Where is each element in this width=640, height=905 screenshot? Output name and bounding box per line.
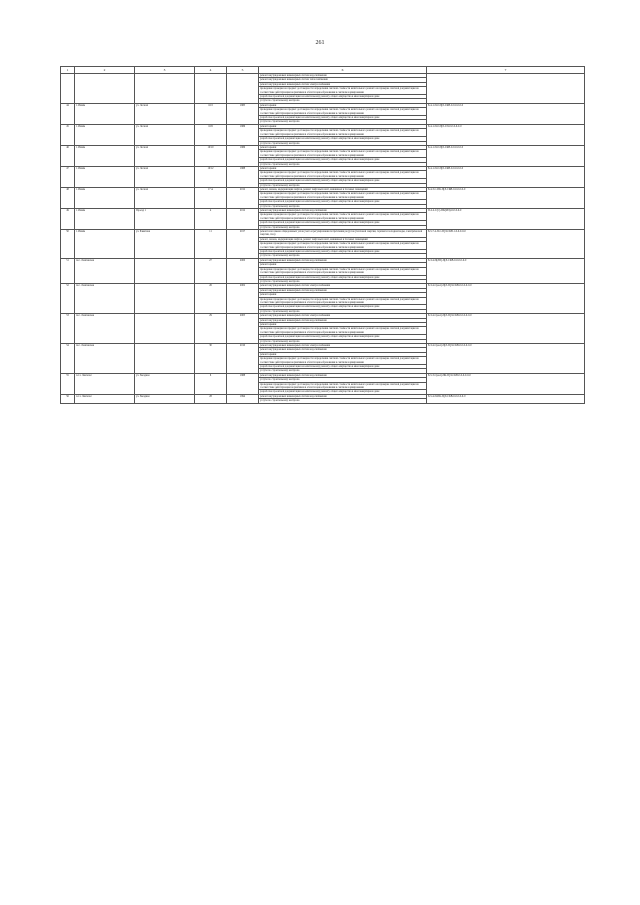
cell-work-type: разработка проектной документации на капитальному ремонту общего имущества в многоквартирном доме: [259, 95, 427, 99]
cell-place: г. Ишим: [75, 145, 135, 166]
cell-year: 1985: [227, 103, 259, 124]
cell-num: 51: [61, 258, 75, 283]
cell-work-type: услуги по строительному контролю: [259, 99, 427, 103]
cell-code: Б-3-4-П(ЛП)-П[Л-СКВ-0-0-0-0-0-0: [427, 258, 585, 283]
cell-year: 2002: [227, 284, 259, 314]
cell-house: 10/6: [195, 124, 227, 145]
cell-work-type: разработка проектной документации на капитальному ремонту общего имущества в многоквартирном доме: [259, 335, 427, 339]
cell-work-type: разработка проектной документации на капитальному ремонту общего имущества в многоквартирном доме: [259, 116, 427, 120]
cell-place: пос. Ловгинская: [75, 314, 135, 344]
cell-work-type: проведение проверки на предмет достоверности определения сметной стоимости капитального ремонта на проверке сметной документации на соответствие действующим нормативам в области ценообразования в сметном нормировании: [259, 382, 427, 390]
cell-work-type: услуги по строительному контролю: [259, 369, 427, 373]
cell-work-type: проведение проверки на предмет достоверности определения сметной стоимости капитального ремонта на проверке сметной документации на соответствие действующим нормативам в области ценообразования в сметном нормировании: [259, 87, 427, 95]
cell-street: [135, 344, 195, 374]
cell-code: Б-3-4-С(кол)-П[Л-П[Л-СКВ-0-0-0-0-0-0: [427, 344, 585, 374]
cell-house: 17 А: [195, 187, 227, 208]
cell-num: [61, 74, 75, 104]
cell-code: П-2-2-С(С)-ПК(МЛ)-0-0-0-0-0: [427, 209, 585, 230]
cell-work-type: ремонт внутридомовых инженерных систем водоснабжения: [259, 373, 427, 377]
cell-year: [227, 74, 259, 104]
table-row: [61, 394, 585, 398]
cell-house: 10/10: [195, 145, 227, 166]
cell-street: ул. Лесной: [135, 145, 195, 166]
cell-work-type: услуги по строительному контролю: [259, 254, 427, 258]
cell-year: 2005: [227, 314, 259, 344]
cell-work-type: разработка проектной документации на капитальному ремонту общего имущества в многоквартирном доме: [259, 179, 427, 183]
cell-num: 46: [61, 145, 75, 166]
cell-house: 6: [195, 373, 227, 394]
cell-place: пос. Ловгинская: [75, 344, 135, 374]
cell-num: 49: [61, 209, 75, 230]
table-row: [61, 258, 585, 262]
table-row: [61, 284, 585, 288]
cell-place: г. Ишим: [75, 230, 135, 259]
cell-num: 52: [61, 284, 75, 314]
cell-work-type: ремонт внутридомовых инженерных систем электроснабжения: [259, 82, 427, 86]
cell-work-type: ремонт, замена, модернизация лифтов, ремонт лифтовых шахт, машинных и блочных помещений: [259, 187, 427, 191]
column-header: 3: [135, 67, 195, 74]
cell-work-type: ремонт внутридомовых инженерных систем теплоснабжения: [259, 78, 427, 82]
cell-year: 2017: [227, 230, 259, 259]
cell-work-type: ремонт крыши: [259, 322, 427, 326]
cell-street: [135, 314, 195, 344]
cell-work-type: услуги по строительному контролю: [259, 309, 427, 313]
cell-num: 55: [61, 373, 75, 394]
cell-work-type: проведение проверки на предмет достоверности определения сметной стоимости капитального ремонта на проверке сметной документации на соответствие действующим нормативам в области ценообразования в сметном нормировании: [259, 242, 427, 250]
cell-year: 1986: [227, 124, 259, 145]
cell-year: 2000: [227, 258, 259, 283]
cell-work-type: разработка проектной документации на капитальному ремонту общего имущества в многоквартирном доме: [259, 137, 427, 141]
cell-year: 2012: [227, 187, 259, 208]
cell-work-type: проведение проверки на предмет достоверности определения сметной стоимости капитального ремонта на проверке сметной документации на соответствие действующим нормативам в области ценообразования в сметном нормировании: [259, 129, 427, 137]
cell-num: 53: [61, 314, 75, 344]
cell-work-type: услуги по строительному контролю: [259, 141, 427, 145]
cell-work-type: ремонт, замена, модернизация лифтов, ремонт лифтовых шахт, машинных и блочных помещений: [259, 237, 427, 241]
table-row: [61, 314, 585, 318]
cell-num: 44: [61, 103, 75, 124]
table-row: [61, 230, 585, 238]
header-row: [61, 67, 585, 74]
cell-work-type: ремонт внутридомовых инженерных систем электроснабжения: [259, 284, 427, 288]
cell-street: ул. Ракитная: [135, 230, 195, 259]
cell-year: 1988: [227, 166, 259, 187]
cell-work-type: ремонт или замена общедомовых узлов учета и регулирования потребления ресурсов (тепловой энергии, горячей и холодной воды, электрической энергии, газа): [259, 230, 427, 238]
column-header: 1: [61, 67, 75, 74]
cell-work-type: ремонт внутридомовых инженерных систем водоснабжения: [259, 288, 427, 292]
cell-house: 27: [195, 258, 227, 283]
cell-num: 54: [61, 344, 75, 374]
cell-work-type: разработка проектной документации на капитальному ремонту общего имущества в многоквартирном доме: [259, 221, 427, 225]
cell-street: ул. Лесной: [135, 124, 195, 145]
cell-house: [195, 74, 227, 104]
cell-place: п.г.т. Лангепас: [75, 394, 135, 403]
page-number: 261: [315, 40, 325, 46]
cell-place: п.г.т. Лангепас: [75, 373, 135, 394]
column-header: 2: [75, 67, 135, 74]
cell-work-type: ремонт внутридомовых инженерных систем водоснабжения: [259, 394, 427, 398]
cell-code: Б-5-4-П-ПК-П[Л-СКВ-0-0-0-0-0-0: [427, 394, 585, 403]
cell-work-type: услуги по строительному контролю: [259, 378, 427, 382]
cell-code: Б-4-3-С-ПК-П[Л-СКВ-0-0-0-0-0-0: [427, 187, 585, 208]
column-header: 7: [427, 67, 585, 74]
column-header: 4: [195, 67, 227, 74]
cell-work-type: разработка проектной документации на капитальному ремонту общего имущества в многоквартирном доме: [259, 365, 427, 369]
cell-year: 2012: [227, 209, 259, 230]
cell-work-type: проведение проверки на предмет достоверности определения сметной стоимости капитального ремонта на проверке сметной документации на соответствие действующим нормативам в области ценообразования в сметном нормировании: [259, 213, 427, 221]
cell-house: 29: [195, 314, 227, 344]
cell-work-type: проведение проверки на предмет достоверности определения сметной стоимости капитального ремонта на проверке сметной документации на соответствие действующим нормативам в области ценообразования в сметном нормировании: [259, 171, 427, 179]
cell-code: Б-5-3-С(кол)-ПК-П[Л-СКВ-0-0-0-0-0-0: [427, 373, 585, 394]
cell-work-type: ремонт крыши: [259, 145, 427, 149]
cell-work-type: ремонт крыши: [259, 124, 427, 128]
cell-work-type: ремонт крыши: [259, 263, 427, 267]
cell-work-type: разработка проектной документации на капитальному ремонту общего имущества в многоквартирном доме: [259, 250, 427, 254]
cell-place: пос. Ловгинская: [75, 258, 135, 283]
cell-work-type: услуги по строительному контролю: [259, 399, 427, 403]
cell-work-type: разработка проектной документации на капитальному ремонту общего имущества в многоквартирном доме: [259, 305, 427, 309]
cell-work-type: услуги по строительному контролю: [259, 162, 427, 166]
cell-work-type: ремонт внутридомовых инженерных систем электроснабжения: [259, 344, 427, 348]
table-row: [61, 344, 585, 348]
cell-num: 47: [61, 166, 75, 187]
cell-work-type: ремонт внутридомовых инженерных систем водоснабжения: [259, 348, 427, 352]
cell-code: Б-4-1-П-0-П[Л-СКВ-0-0-0-0-0-0: [427, 145, 585, 166]
cell-work-type: ремонт крыши: [259, 352, 427, 356]
cell-house: 11: [195, 230, 227, 259]
cell-num: 45: [61, 124, 75, 145]
cell-place: г. Ишим: [75, 103, 135, 124]
cell-work-type: ремонт крыши: [259, 103, 427, 107]
cell-work-type: проведение проверки на предмет достоверности определения сметной стоимости капитального ремонта на проверке сметной документации на соответствие действующим нормативам в области ценообразования в сметном нормировании: [259, 357, 427, 365]
cell-house: 28: [195, 394, 227, 403]
cell-work-type: ремонт внутридомовых инженерных систем водоснабжения: [259, 258, 427, 262]
cell-place: г. Ишим: [75, 124, 135, 145]
column-header: 5: [227, 67, 259, 74]
cell-work-type: услуги по строительному контролю: [259, 183, 427, 187]
cell-work-type: разработка проектной документации на капитальному ремонту общего имущества в многоквартирном доме: [259, 158, 427, 162]
cell-street: [135, 284, 195, 314]
cell-house: 30: [195, 344, 227, 374]
cell-work-type: разработка проектной документации на капитальному ремонту общего имущества в многоквартирном доме: [259, 200, 427, 204]
cell-code: Б-4-1-П-0-П[Л-СКВ-0-0-0-0-0-0: [427, 166, 585, 187]
cell-code: Б-3-4-С(кол)-П[Л-П[Л-СКВ-0-0-0-0-0-0: [427, 314, 585, 344]
cell-work-type: услуги по строительному контролю: [259, 339, 427, 343]
cell-place: г. Ишим: [75, 166, 135, 187]
cell-code: Б-4-1-П-0-П[Л-СП-0-0-0-0-0-0: [427, 124, 585, 145]
cell-work-type: проведение проверки на предмет достоверности определения сметной стоимости капитального ремонта на проверке сметной документации на соответствие действующим нормативам в области ценообразования в сметном нормировании: [259, 192, 427, 200]
cell-code: Б-5-7-4-П-С-П[Л-СКВ-1-0-0-0-0-0: [427, 230, 585, 259]
cell-house: 10/2: [195, 103, 227, 124]
cell-work-type: разработка проектной документации на капитальному ремонту общего имущества в многоквартирном доме: [259, 390, 427, 394]
cell-street: ул. Лесной: [135, 187, 195, 208]
cell-year: 2010: [227, 344, 259, 374]
repair-program-table: [60, 66, 585, 404]
cell-work-type: проведение проверки на предмет достоверности определения сметной стоимости капитального ремонта на проверке сметной документации на соответствие действующим нормативам в области ценообразования в сметном нормировании: [259, 267, 427, 275]
cell-year: 1994: [227, 394, 259, 403]
cell-place: пос. Ловгинская: [75, 284, 135, 314]
table-row: [61, 74, 585, 78]
cell-place: [75, 74, 135, 104]
cell-work-type: услуги по строительному контролю: [259, 279, 427, 283]
table-row: [61, 373, 585, 377]
cell-year: 1986: [227, 145, 259, 166]
cell-place: г. Ишим: [75, 187, 135, 208]
cell-work-type: разработка проектной документации на капитальному ремонту общего имущества в многоквартирном доме: [259, 275, 427, 279]
cell-street: ул. Звездная: [135, 373, 195, 394]
cell-street: [135, 74, 195, 104]
cell-street: ул. Звездная: [135, 394, 195, 403]
cell-work-type: проведение проверки на предмет достоверности определения сметной стоимости капитального ремонта на проверке сметной документации на соответствие действующим нормативам в области ценообразования в сметном нормировании: [259, 108, 427, 116]
cell-work-type: проведение проверки на предмет достоверности определения сметной стоимости капитального ремонта на проверке сметной документации на соответствие действующим нормативам в области ценообразования в сметном нормировании: [259, 150, 427, 158]
cell-place: г. Ишим: [75, 209, 135, 230]
cell-work-type: услуги по строительному контролю: [259, 204, 427, 208]
cell-work-type: ремонт внутридомовых инженерных систем водоснабжения: [259, 318, 427, 322]
cell-house: 10/12: [195, 166, 227, 187]
cell-work-type: проведение проверки на предмет достоверности определения сметной стоимости капитального ремонта на проверке сметной документации на соответствие действующим нормативам в области ценообразования в сметном нормировании: [259, 297, 427, 305]
cell-work-type: услуги по строительному контролю: [259, 120, 427, 124]
cell-street: Проезд 1: [135, 209, 195, 230]
column-header: 6: [259, 67, 427, 74]
cell-year: 1988: [227, 373, 259, 394]
cell-num: 48: [61, 187, 75, 208]
table-row: [61, 187, 585, 191]
cell-num: 50: [61, 230, 75, 259]
cell-house: 26: [195, 284, 227, 314]
cell-work-type: ремонт внутридомовых инженерных систем водоснабжения: [259, 209, 427, 213]
cell-street: ул. Лесной: [135, 166, 195, 187]
cell-code: [427, 74, 585, 104]
cell-code: Б-4-1-П-0-П[Л-СКВ-0-0-0-0-0-0: [427, 103, 585, 124]
cell-street: ул. Лесной: [135, 103, 195, 124]
table-row: [61, 209, 585, 213]
cell-work-type: ремонт крыши: [259, 293, 427, 297]
cell-work-type: ремонт крыши: [259, 166, 427, 170]
cell-work-type: ремонт внутридомовых инженерных систем электроснабжения: [259, 314, 427, 318]
cell-work-type: услуги по строительному контролю: [259, 225, 427, 229]
cell-street: [135, 258, 195, 283]
cell-house: 4: [195, 209, 227, 230]
cell-work-type: проведение проверки на предмет достоверности определения сметной стоимости капитального ремонта на проверке сметной документации на соответствие действующим нормативам в области ценообразования в сметном нормировании: [259, 327, 427, 335]
cell-num: 56: [61, 394, 75, 403]
cell-code: Б-3-4-С(кол)-П[Л-П[Л-СКВ-0-0-0-0-0-0: [427, 284, 585, 314]
cell-work-type: ремонт внутридомовых инженерных систем водоснабжения: [259, 74, 427, 78]
